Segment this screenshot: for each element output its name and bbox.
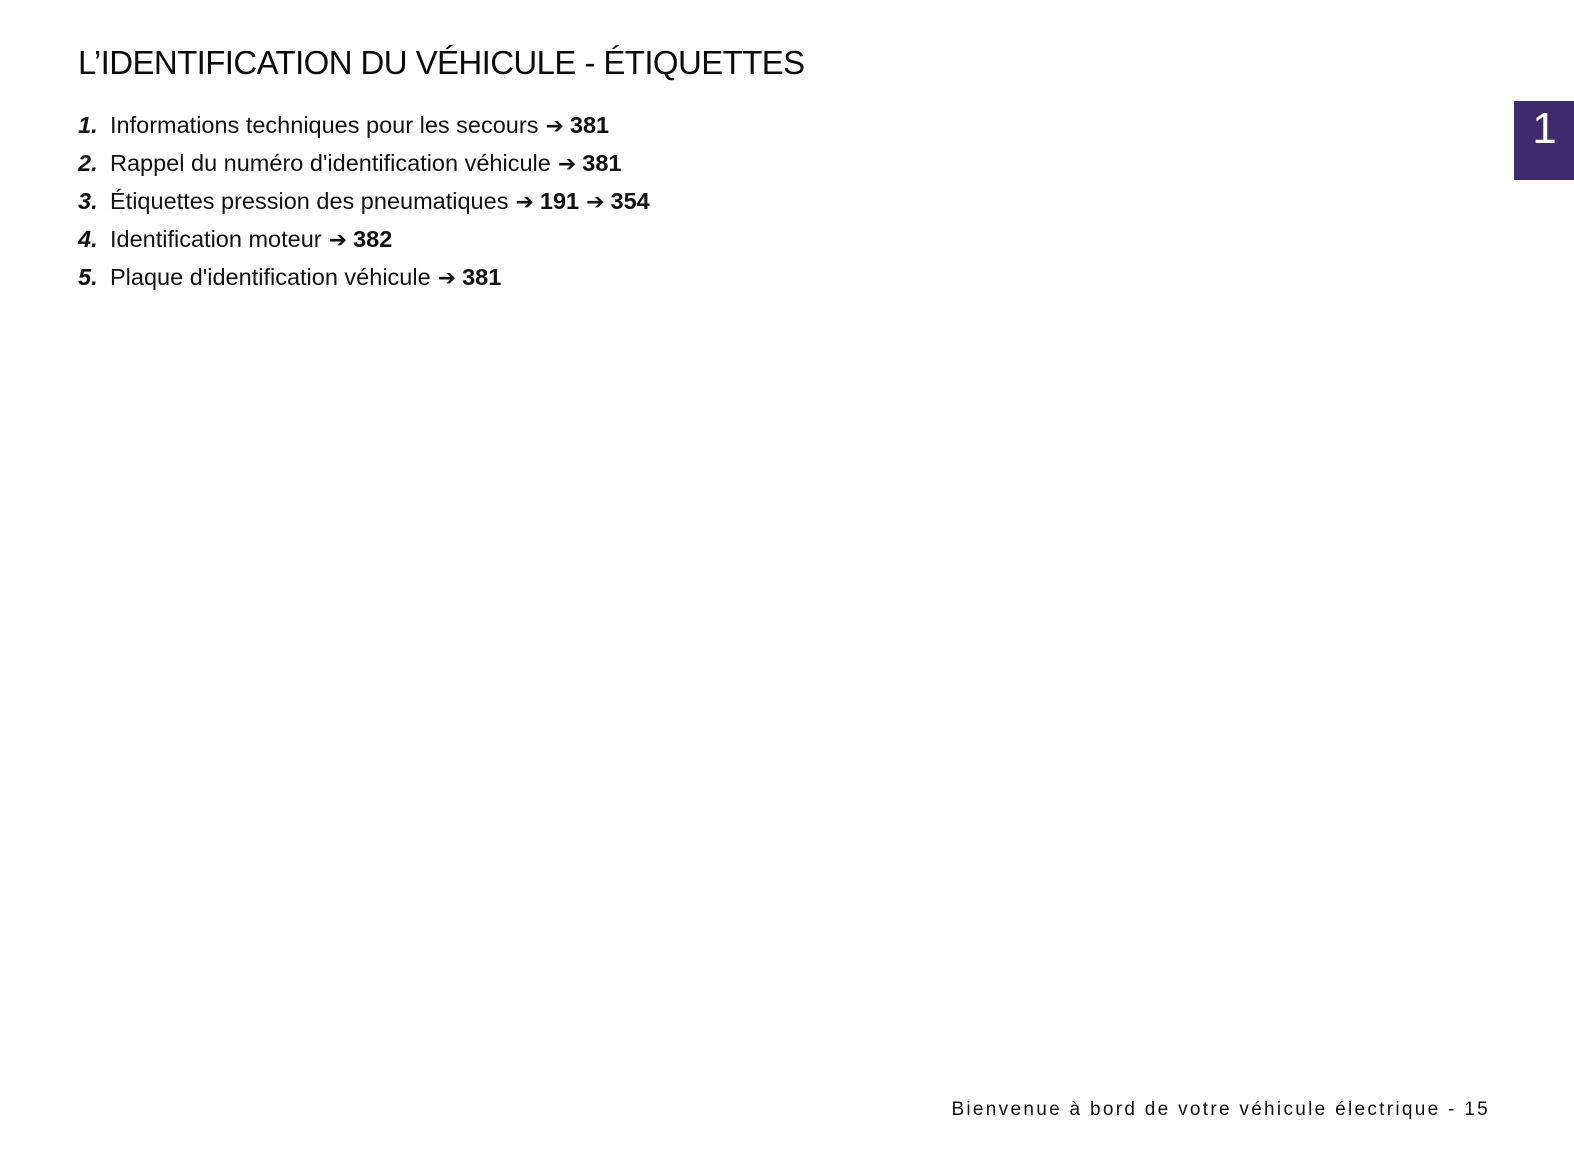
arrow-right-icon: ➔ [557,151,577,176]
list-item [78,106,650,144]
arrow-right-icon: ➔ [437,265,457,290]
section-tab[interactable]: 1 [1514,101,1574,180]
item-number: 1. [78,112,98,138]
item-text: Plaque d'identification véhicule [110,264,431,290]
item-number: 4. [78,226,98,252]
list-item [78,220,650,258]
page-title: L’IDENTIFICATION DU VÉHICULE - ÉTIQUETTES [78,44,805,81]
page-reference-link[interactable]: 191 [539,188,580,214]
list-item [78,182,650,220]
arrow-right-icon: ➔ [545,113,564,138]
page-reference-link[interactable]: 381 [569,112,610,138]
page-footer: Bienvenue à bord de votre véhicule électrique - 15 [951,1099,1490,1120]
item-text: Étiquettes pression des pneumatiques [110,188,509,214]
arrow-right-icon: ➔ [515,189,534,214]
page-reference-link[interactable]: 381 [582,150,622,176]
list-item [78,258,650,296]
arrow-right-icon: ➔ [586,189,605,214]
item-number: 3. [78,188,98,214]
item-number: 2. [78,150,98,176]
page-reference-link[interactable]: 381 [462,264,502,290]
list-item [78,144,650,182]
item-number: 5. [78,264,98,290]
arrow-right-icon: ➔ [328,227,348,252]
item-text: Informations techniques pour les secours [110,112,539,138]
reference-list [78,106,650,296]
item-text: Identification moteur [110,226,322,252]
item-text: Rappel du numéro d'identification véhicule [110,150,551,176]
page-reference-link[interactable]: 354 [610,188,650,214]
page-reference-link[interactable]: 382 [353,226,393,252]
